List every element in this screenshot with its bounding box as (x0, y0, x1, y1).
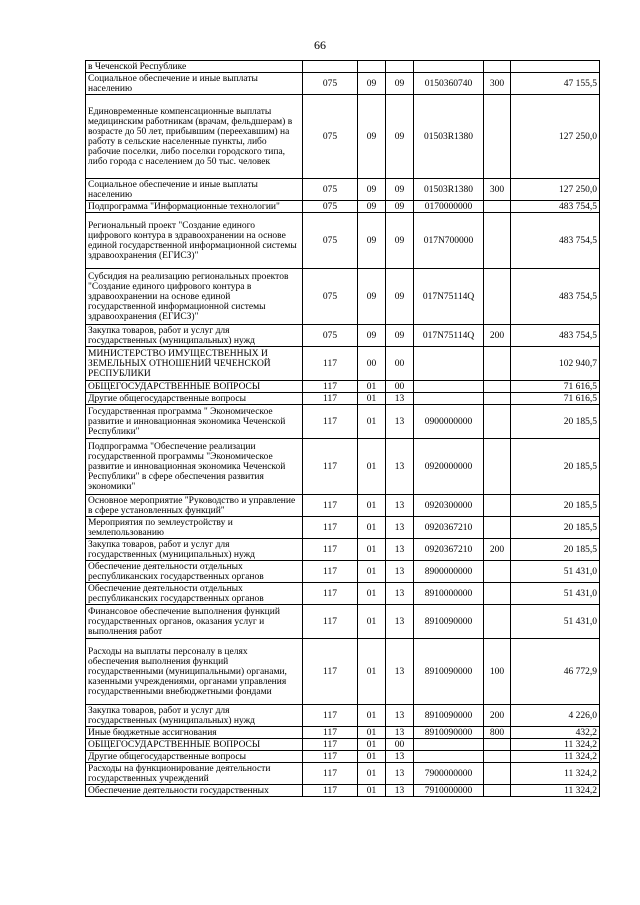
expense-type (484, 517, 511, 539)
target-article (414, 347, 484, 381)
admin-code: 075 (303, 325, 358, 347)
row-name: Другие общегосударственные вопросы (86, 393, 303, 405)
row-name: Социальное обеспечение и иные выплаты населению (86, 73, 303, 95)
amount: 127 250,0 (511, 95, 600, 179)
target-article: 0920367210 (414, 539, 484, 561)
subsection-code (386, 61, 414, 73)
section-code: 01 (358, 495, 386, 517)
admin-code: 117 (303, 727, 358, 739)
target-article: 0920000000 (414, 439, 484, 495)
table-row (86, 495, 600, 517)
subsection-code: 13 (386, 763, 414, 785)
amount: 71 616,5 (511, 393, 600, 405)
row-name: Закупка товаров, работ и услуг для государственных (муниципальных) нужд (86, 705, 303, 727)
section-code: 01 (358, 785, 386, 797)
row-name: МИНИСТЕРСТВО ИМУЩЕСТВЕННЫХ И ЗЕМЕЛЬНЫХ ОТНОШЕНИЙ ЧЕЧЕНСКОЙ РЕСПУБЛИКИ (86, 347, 303, 381)
target-article: 017N75114Q (414, 269, 484, 325)
page-number: 66 (314, 38, 326, 52)
row-name: Расходы на функционирование деятельности государственных учреждений (86, 763, 303, 785)
section-code: 01 (358, 561, 386, 583)
target-article: 0900000000 (414, 405, 484, 439)
amount: 483 754,5 (511, 269, 600, 325)
row-name: Подпрограмма "Обеспечение реализации государственной программы "Экономическое развитие и инновационная экономика Чеченской Республики" в сфере обеспечения развития экономики" (86, 439, 303, 495)
section-code: 01 (358, 381, 386, 393)
target-article: 7910000000 (414, 785, 484, 797)
row-name: Основное мероприятие "Руководство и управление в сфере установленных функций" (86, 495, 303, 517)
table-row (86, 639, 600, 705)
table-row (86, 179, 600, 201)
subsection-code: 09 (386, 213, 414, 269)
target-article: 8910090000 (414, 605, 484, 639)
amount: 4 226,0 (511, 705, 600, 727)
admin-code: 075 (303, 201, 358, 213)
target-article: 017N700000 (414, 213, 484, 269)
amount: 11 324,2 (511, 785, 600, 797)
subsection-code: 09 (386, 73, 414, 95)
subsection-code: 09 (386, 201, 414, 213)
expense-type: 100 (484, 639, 511, 705)
expense-type (484, 739, 511, 751)
amount: 483 754,5 (511, 213, 600, 269)
table-row (86, 73, 600, 95)
row-name: Региональный проект "Создание единого цифрового контура в здравоохранении на основе единой государственной информационной системы здравоохранения (ЕГИСЗ)" (86, 213, 303, 269)
row-name: Социальное обеспечение и иные выплаты населению (86, 179, 303, 201)
section-code: 01 (358, 763, 386, 785)
expense-type (484, 393, 511, 405)
subsection-code: 13 (386, 539, 414, 561)
target-article: 01503R1380 (414, 179, 484, 201)
expense-type (484, 561, 511, 583)
amount: 127 250,0 (511, 179, 600, 201)
expense-type: 200 (484, 325, 511, 347)
subsection-code: 13 (386, 751, 414, 763)
table-row (86, 325, 600, 347)
section-code: 01 (358, 439, 386, 495)
admin-code: 117 (303, 517, 358, 539)
admin-code: 117 (303, 605, 358, 639)
expense-type (484, 751, 511, 763)
table-row (86, 705, 600, 727)
admin-code: 117 (303, 705, 358, 727)
admin-code: 117 (303, 739, 358, 751)
expense-type (484, 605, 511, 639)
target-article (414, 751, 484, 763)
section-code: 01 (358, 517, 386, 539)
target-article: 0170000000 (414, 201, 484, 213)
amount: 11 324,2 (511, 751, 600, 763)
section-code: 01 (358, 727, 386, 739)
section-code: 09 (358, 95, 386, 179)
subsection-code: 13 (386, 639, 414, 705)
expense-type (484, 439, 511, 495)
admin-code: 117 (303, 561, 358, 583)
subsection-code: 09 (386, 269, 414, 325)
target-article: 0150360740 (414, 73, 484, 95)
expense-type (484, 495, 511, 517)
admin-code: 075 (303, 73, 358, 95)
expense-type: 200 (484, 705, 511, 727)
subsection-code: 13 (386, 561, 414, 583)
table-body (86, 61, 600, 797)
table-row (86, 751, 600, 763)
admin-code (303, 61, 358, 73)
row-name: Субсидия на реализацию региональных проектов "Создание единого цифрового контура в здравоохранении на основе единой государственной информационной системы здравоохранения (ЕГИСЗ)" (86, 269, 303, 325)
amount: 20 185,5 (511, 539, 600, 561)
row-name: Мероприятия по землеустройству и землепользованию (86, 517, 303, 539)
row-name: ОБЩЕГОСУДАРСТВЕННЫЕ ВОПРОСЫ (86, 381, 303, 393)
section-code: 01 (358, 605, 386, 639)
expense-type: 300 (484, 73, 511, 95)
target-article: 0920300000 (414, 495, 484, 517)
admin-code: 075 (303, 269, 358, 325)
expense-type (484, 405, 511, 439)
amount: 46 772,9 (511, 639, 600, 705)
amount: 51 431,0 (511, 605, 600, 639)
subsection-code: 09 (386, 95, 414, 179)
admin-code: 075 (303, 213, 358, 269)
amount: 102 940,7 (511, 347, 600, 381)
table-row (86, 517, 600, 539)
section-code: 01 (358, 539, 386, 561)
subsection-code: 13 (386, 495, 414, 517)
table-row (86, 95, 600, 179)
table-row (86, 61, 600, 73)
row-name: Государственная программа " Экономическое развитие и инновационная экономика Чеченской Республики" (86, 405, 303, 439)
target-article: 8910000000 (414, 583, 484, 605)
amount: 47 155,5 (511, 73, 600, 95)
admin-code: 117 (303, 393, 358, 405)
table-row (86, 201, 600, 213)
subsection-code: 13 (386, 405, 414, 439)
amount: 51 431,0 (511, 561, 600, 583)
table-row (86, 763, 600, 785)
table-row (86, 213, 600, 269)
admin-code: 075 (303, 95, 358, 179)
expense-type: 200 (484, 539, 511, 561)
amount: 20 185,5 (511, 405, 600, 439)
admin-code: 117 (303, 347, 358, 381)
section-code: 01 (358, 393, 386, 405)
target-article: 8910090000 (414, 727, 484, 739)
admin-code: 117 (303, 439, 358, 495)
target-article: 8900000000 (414, 561, 484, 583)
amount: 483 754,5 (511, 325, 600, 347)
expense-type (484, 785, 511, 797)
target-article (414, 61, 484, 73)
row-name: Обеспечение деятельности государственных (86, 785, 303, 797)
amount (511, 61, 600, 73)
subsection-code: 09 (386, 325, 414, 347)
table-row (86, 381, 600, 393)
row-name: Другие общегосударственные вопросы (86, 751, 303, 763)
target-article (414, 393, 484, 405)
table-row (86, 739, 600, 751)
admin-code: 117 (303, 639, 358, 705)
row-name: в Чеченской Республике (86, 61, 303, 73)
subsection-code: 13 (386, 727, 414, 739)
expense-type (484, 583, 511, 605)
section-code: 01 (358, 583, 386, 605)
table-row (86, 605, 600, 639)
row-name: Закупка товаров, работ и услуг для государственных (муниципальных) нужд (86, 539, 303, 561)
row-name: Обеспечение деятельности отдельных республиканских государственных органов (86, 561, 303, 583)
subsection-code: 09 (386, 179, 414, 201)
row-name: Подпрограмма "Информационные технологии" (86, 201, 303, 213)
admin-code: 117 (303, 539, 358, 561)
table-row (86, 439, 600, 495)
subsection-code: 00 (386, 739, 414, 751)
admin-code: 117 (303, 751, 358, 763)
target-article (414, 739, 484, 751)
row-name: Обеспечение деятельности отдельных республиканских государственных органов (86, 583, 303, 605)
target-article: 7900000000 (414, 763, 484, 785)
section-code: 09 (358, 201, 386, 213)
target-article (414, 381, 484, 393)
amount: 432,2 (511, 727, 600, 739)
admin-code: 117 (303, 785, 358, 797)
admin-code: 117 (303, 381, 358, 393)
admin-code: 117 (303, 405, 358, 439)
subsection-code: 13 (386, 605, 414, 639)
expense-type (484, 213, 511, 269)
subsection-code: 13 (386, 785, 414, 797)
table-row (86, 405, 600, 439)
expense-type (484, 763, 511, 785)
subsection-code: 00 (386, 381, 414, 393)
expense-type (484, 347, 511, 381)
row-name: Единовременные компенсационные выплаты медицинским работникам (врачам, фельдшерам) в возрасте до 50 лет, прибывшим (переехавшим) на работу в сельские населенные пункты, либо рабочие поселки, либо поселки городского типа, либо города с населением до 50 тыс. человек (86, 95, 303, 179)
expense-type (484, 61, 511, 73)
target-article: 017N75114Q (414, 325, 484, 347)
target-article: 8910090000 (414, 705, 484, 727)
table-row (86, 785, 600, 797)
section-code: 01 (358, 405, 386, 439)
amount: 11 324,2 (511, 739, 600, 751)
amount: 20 185,5 (511, 517, 600, 539)
expense-type (484, 381, 511, 393)
section-code: 09 (358, 269, 386, 325)
section-code: 09 (358, 73, 386, 95)
target-article: 8910090000 (414, 639, 484, 705)
expense-type (484, 95, 511, 179)
section-code: 00 (358, 347, 386, 381)
admin-code: 117 (303, 583, 358, 605)
table-row (86, 727, 600, 739)
expense-type (484, 269, 511, 325)
section-code (358, 61, 386, 73)
target-article: 0920367210 (414, 517, 484, 539)
expense-type: 800 (484, 727, 511, 739)
admin-code: 117 (303, 763, 358, 785)
amount: 483 754,5 (511, 201, 600, 213)
table-row (86, 269, 600, 325)
subsection-code: 13 (386, 393, 414, 405)
section-code: 01 (358, 705, 386, 727)
subsection-code: 13 (386, 439, 414, 495)
subsection-code: 13 (386, 583, 414, 605)
expense-type: 300 (484, 179, 511, 201)
amount: 20 185,5 (511, 439, 600, 495)
section-code: 09 (358, 325, 386, 347)
row-name: Финансовое обеспечение выполнения функций государственных органов, оказания услуг и выполнения работ (86, 605, 303, 639)
amount: 71 616,5 (511, 381, 600, 393)
row-name: Иные бюджетные ассигнования (86, 727, 303, 739)
amount: 51 431,0 (511, 583, 600, 605)
admin-code: 117 (303, 495, 358, 517)
expense-type (484, 201, 511, 213)
section-code: 01 (358, 751, 386, 763)
target-article: 01503R1380 (414, 95, 484, 179)
section-code: 09 (358, 213, 386, 269)
section-code: 01 (358, 639, 386, 705)
admin-code: 075 (303, 179, 358, 201)
subsection-code: 13 (386, 517, 414, 539)
amount: 11 324,2 (511, 763, 600, 785)
table-row (86, 347, 600, 381)
section-code: 09 (358, 179, 386, 201)
subsection-code: 00 (386, 347, 414, 381)
table-row (86, 393, 600, 405)
section-code: 01 (358, 739, 386, 751)
row-name: Закупка товаров, работ и услуг для государственных (муниципальных) нужд (86, 325, 303, 347)
row-name: ОБЩЕГОСУДАРСТВЕННЫЕ ВОПРОСЫ (86, 739, 303, 751)
row-name: Расходы на выплаты персоналу в целях обеспечения выполнения функций государственными (муниципальными) органами, казенными учреждениями, органами управления государственными внебюджетными фондами (86, 639, 303, 705)
budget-table (85, 60, 600, 797)
subsection-code: 13 (386, 705, 414, 727)
table-row (86, 583, 600, 605)
amount: 20 185,5 (511, 495, 600, 517)
table-row (86, 539, 600, 561)
table-row (86, 561, 600, 583)
